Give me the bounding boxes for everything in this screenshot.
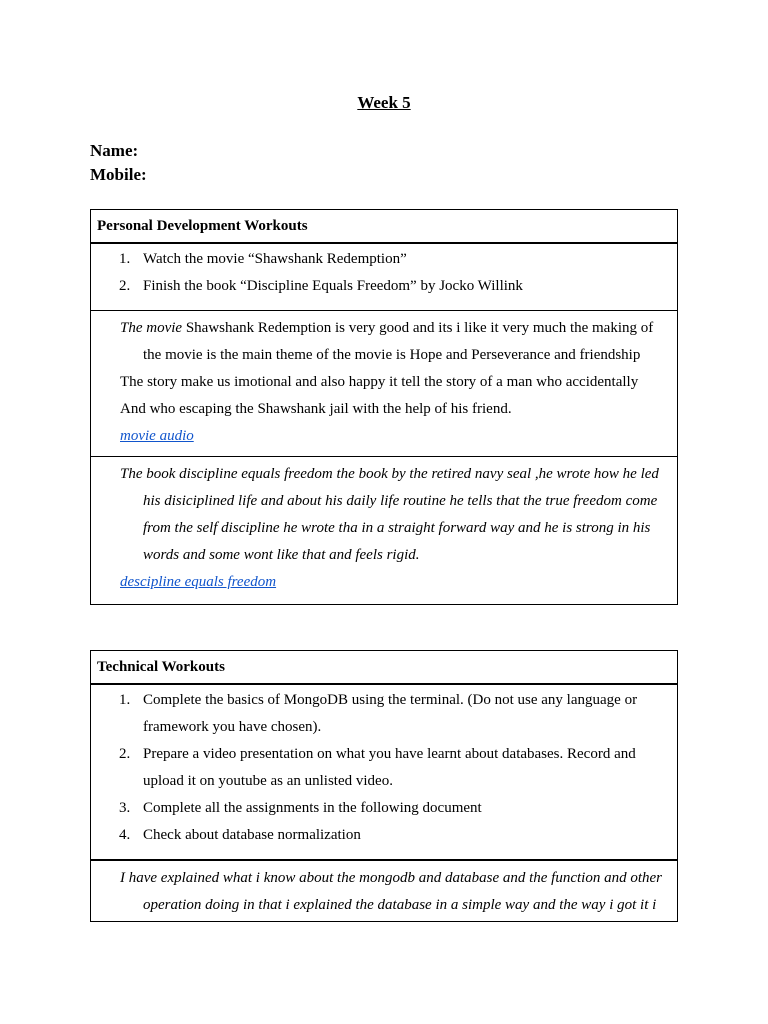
list-item	[91, 687, 677, 741]
movie-paragraph	[91, 315, 677, 369]
technical-answer: I have explained what i know about the mongodb and database and the function and other operation doing in that i explained the database in a simple way and the way i got it i	[120, 870, 663, 913]
list-item	[91, 822, 677, 849]
movie-line-2: The story make us imotional and also happy it tell the story of a man who accidentally	[120, 374, 639, 390]
list-item	[91, 741, 677, 795]
list-item-text: Complete all the assignments in the following document	[143, 800, 482, 816]
technical-workouts-table	[90, 650, 678, 922]
movie-notes	[91, 310, 677, 456]
list-item-text: Complete the basics of MongoDB using the terminal. (Do not use any language or framework you have chosen).	[143, 692, 638, 735]
personal-task-list	[91, 242, 677, 310]
technical-task-list	[91, 683, 677, 859]
list-number: 3.	[119, 800, 131, 816]
page-title: Week 5	[357, 93, 411, 112]
movie-lead: The movie	[120, 320, 183, 336]
book-notes	[91, 456, 677, 604]
list-item	[91, 795, 677, 822]
list-item-text: Watch the movie “Shawshank Redemption”	[143, 251, 407, 267]
list-item	[91, 246, 677, 273]
movie-text: Shawshank Redemption is very good and its i like it very much the making of the movie is the main theme of the movie is Hope and Perseverance and friendship	[143, 320, 654, 363]
movie-audio-link[interactable]: movie audio	[120, 428, 194, 444]
list-number: 1.	[119, 692, 131, 708]
book-link[interactable]: descipline equals freedom	[120, 574, 277, 590]
mobile-label: Mobile:	[90, 165, 147, 184]
list-item	[91, 273, 677, 300]
list-item-text: Check about database normalization	[143, 827, 361, 843]
book-paragraph: The book discipline equals freedom the book by the retired navy seal ,he wrote how he led his disiciplined life and about his daily life routine he tells that the true freedom come from the self discipline he wrote tha in a straight forward way and he is strong in his words and some wont like that and feels rigid.	[120, 466, 659, 563]
list-number: 2.	[119, 278, 131, 294]
personal-development-header: Personal Development Workouts	[97, 218, 308, 234]
list-number: 1.	[119, 251, 131, 267]
list-number: 4.	[119, 827, 131, 843]
list-item-text: Finish the book “Discipline Equals Freedom” by Jocko Willink	[143, 278, 523, 294]
list-item-text: Prepare a video presentation on what you have learnt about databases. Record and upload it on youtube as an unlisted video.	[143, 746, 636, 789]
book-link-line	[91, 569, 677, 596]
technical-workouts-header: Technical Workouts	[97, 659, 225, 675]
name-label: Name:	[90, 141, 139, 160]
movie-line-3: And who escaping the Shawshank jail with the help of his friend.	[120, 401, 512, 417]
personal-development-table	[90, 209, 678, 605]
list-number: 2.	[119, 746, 131, 762]
movie-link-line	[91, 423, 677, 450]
technical-notes	[91, 859, 677, 921]
